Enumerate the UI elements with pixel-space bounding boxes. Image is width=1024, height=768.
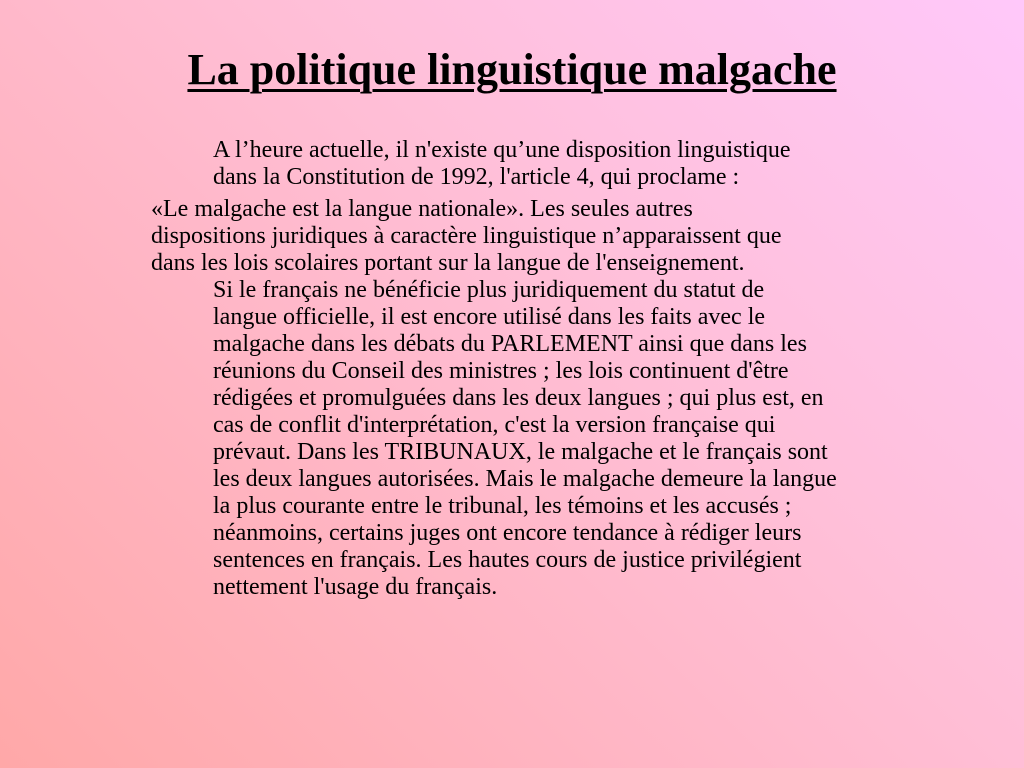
text-line: Si le français ne bénéficie plus juridiquement du statut de (213, 277, 765, 303)
text-line: malgache dans les débats du PARLEMENT ainsi que dans les (213, 331, 807, 357)
slide-body (151, 137, 911, 601)
text-line: nettement l'usage du français. (213, 574, 498, 600)
text-line: les deux langues autorisées. Mais le malgache demeure la langue (213, 466, 837, 492)
text-line: langue officielle, il est encore utilisé dans les faits avec le (213, 304, 766, 330)
text-line: «Le malgache est la langue nationale». Les seules autres (151, 196, 693, 222)
text-line: réunions du Conseil des ministres ; les lois continuent d'être (213, 358, 789, 384)
text-line: rédigées et promulguées dans les deux langues ; qui plus est, en (213, 385, 824, 411)
text-line: cas de conflit d'interprétation, c'est la version française qui (213, 412, 776, 438)
text-line: néanmoins, certains juges ont encore tendance à rédiger leurs (213, 520, 802, 546)
paragraph-constitution (151, 137, 911, 191)
paragraph-french-usage (151, 277, 911, 601)
slide-title: La politique linguistique malgache (187, 45, 837, 94)
paragraph-article-4-quote (151, 196, 911, 277)
text-line: la plus courante entre le tribunal, les témoins et les accusés ; (213, 493, 792, 519)
text-line: dispositions juridiques à caractère linguistique n’apparaissent que (151, 223, 782, 249)
text-line: prévaut. Dans les TRIBUNAUX, le malgache et le français sont (213, 439, 828, 465)
text-line: sentences en français. Les hautes cours de justice privilégient (213, 547, 802, 573)
text-line: A l’heure actuelle, il n'existe qu’une disposition linguistique (213, 137, 791, 163)
text-line: dans les lois scolaires portant sur la langue de l'enseignement. (151, 250, 745, 276)
text-line: dans la Constitution de 1992, l'article 4, qui proclame : (213, 164, 740, 190)
